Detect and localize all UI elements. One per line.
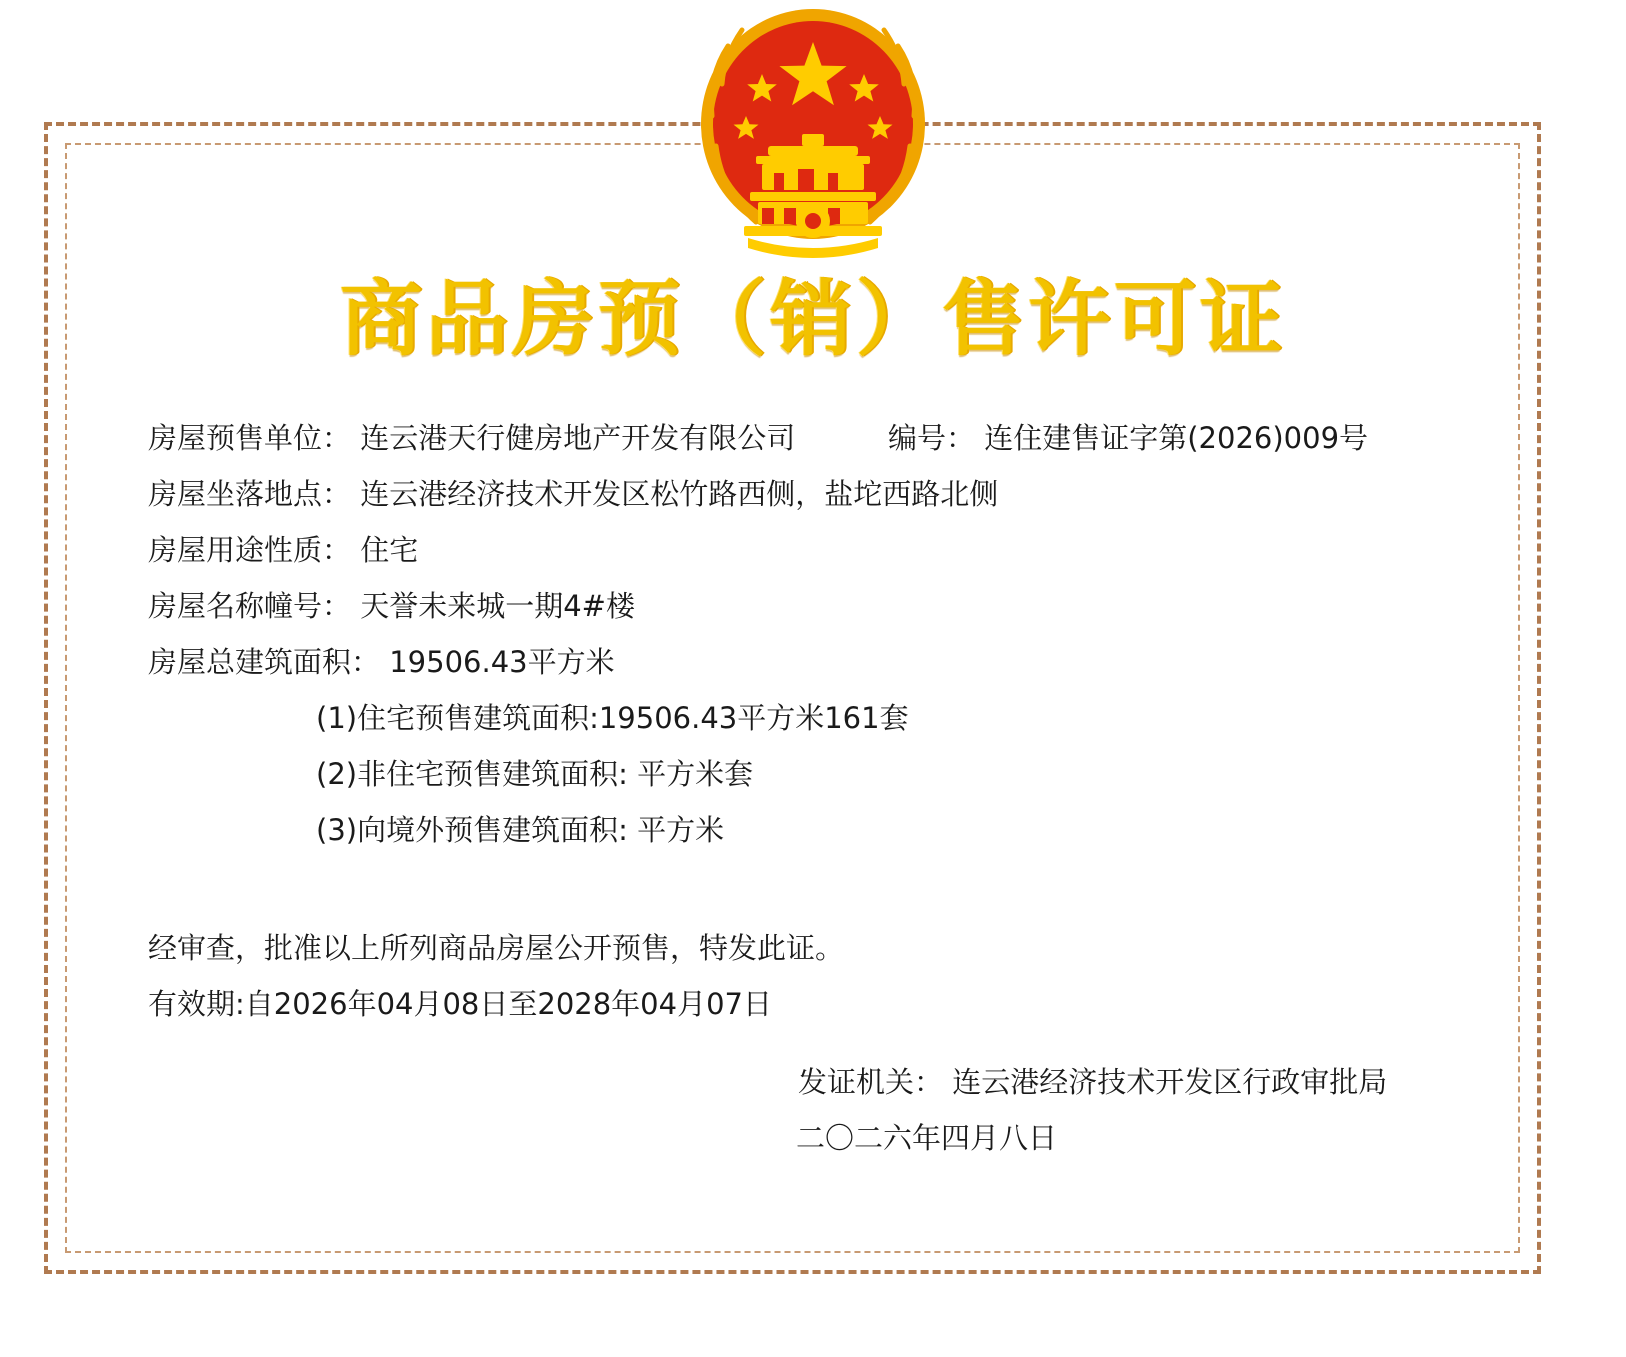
- field-usage: [148, 533, 1468, 592]
- field-serial: [888, 421, 1369, 455]
- spacer: [148, 872, 1468, 934]
- field-sub-item-3: (3)向境外预售建筑面积: 平方米: [316, 813, 725, 847]
- field-usage-value: 住宅: [360, 533, 419, 567]
- field-location-label: 房屋坐落地点：: [148, 477, 352, 511]
- national-emblem-icon: [698, 6, 928, 274]
- issuer-block: [148, 1065, 1468, 1124]
- field-total-area: [148, 645, 1468, 704]
- issuer-value: 连云港经济技术开发区行政审批局: [952, 1065, 1388, 1099]
- field-serial-label: 编号：: [888, 421, 976, 455]
- field-usage-label: 房屋用途性质：: [148, 533, 352, 567]
- field-building-name-value: 天誉未来城一期4#楼: [360, 589, 635, 623]
- approval-statement: 经审查，批准以上所列商品房屋公开预售，特发此证。: [148, 931, 845, 965]
- validity-period: 有效期:自2026年04月08日至2028年04月07日: [148, 987, 772, 1021]
- issue-date: 二〇二六年四月八日: [796, 1121, 1058, 1155]
- field-location: [148, 477, 1468, 536]
- field-presale-unit-value: 连云港天行健房地产开发有限公司: [360, 421, 796, 455]
- field-location-value: 连云港经济技术开发区松竹路西侧，盐坨西路北侧: [360, 477, 999, 511]
- issuer-label: 发证机关：: [798, 1065, 944, 1099]
- issuer-line: [798, 1065, 1468, 1124]
- field-sub-item-1: (1)住宅预售建筑面积:19506.43平方米161套: [316, 701, 909, 735]
- page-title: 商品房预（销）售许可证: [339, 271, 1286, 367]
- field-building-name-label: 房屋名称幢号：: [148, 589, 352, 623]
- field-total-area-label: 房屋总建筑面积：: [148, 645, 381, 679]
- field-presale-unit-label: 房屋预售单位：: [148, 421, 352, 455]
- field-presale-unit: [148, 421, 1468, 480]
- field-total-area-value: 19506.43平方米: [389, 645, 615, 679]
- field-sub-item-2: (2)非住宅预售建筑面积: 平方米套: [316, 757, 754, 791]
- field-building-name: [148, 589, 1468, 648]
- certificate-body: [148, 421, 1468, 1180]
- field-serial-value: 连住建售证字第(2026)009号: [984, 421, 1369, 455]
